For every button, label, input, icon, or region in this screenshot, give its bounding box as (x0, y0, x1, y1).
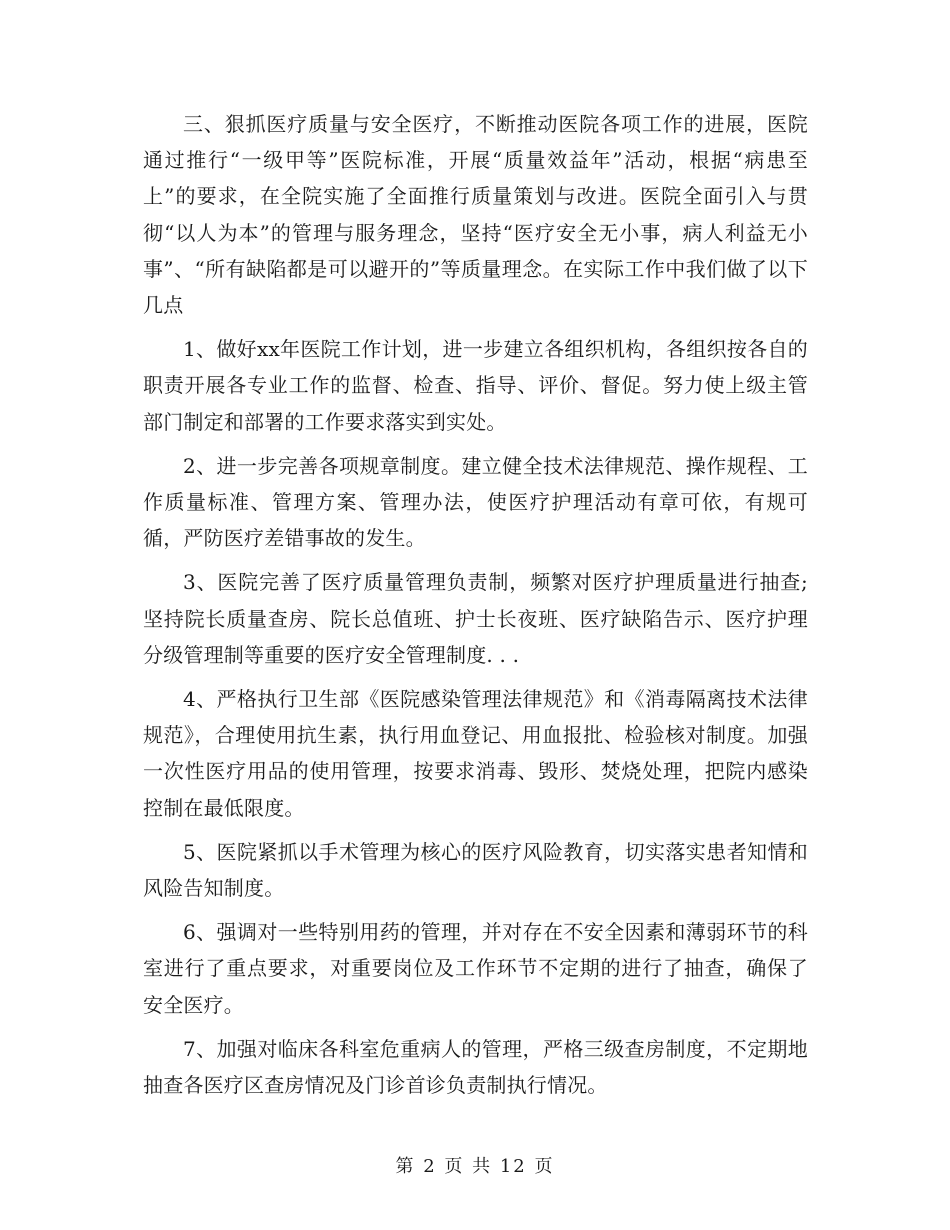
document-body (143, 106, 808, 1111)
paragraph-item-1: 1、做好xx年医院工作计划，进一步建立各组织机构，各组织按各自的职责开展各专业工作的监督、检查、指导、评价、督促。努力使上级主管部门制定和部署的工作要求落实到实处。 (143, 337, 808, 434)
paragraph-item-3: 3、医院完善了医疗质量管理负责制，频繁对医疗护理质量进行抽查;坚持院长质量查房、院长总值班、护士长夜班、医疗缺陷告示、医疗护理分级管理制等重要的医疗安全管理制度. . . (143, 570, 808, 667)
paragraph-item-5: 5、医院紧抓以手术管理为核心的医疗风险教育，切实落实患者知情和风险告知制度。 (143, 839, 808, 901)
paragraph-item-4: 4、严格执行卫生部《医院感染管理法律规范》和《消毒隔离技术法律规范》，合理使用抗生素，执行用血登记、用血报批、检验核对制度。加强一次性医疗用品的使用管理，按要求消毒、毁形、焚烧处理，把院内感染控制在最低限度。 (143, 687, 808, 820)
page-number-footer: 第 2 页 共 12 页 (395, 1156, 555, 1177)
paragraph-item-7: 7、加强对临床各科室危重病人的管理，严格三级查房制度，不定期地抽查各医疗区查房情况及门诊首诊负责制执行情况。 (143, 1036, 808, 1098)
paragraph-section-three: 三、狠抓医疗质量与安全医疗，不断推动医院各项工作的进展，医院通过推行“一级甲等”医院标准，开展“质量效益年”活动，根据“病患至上”的要求，在全院实施了全面推行质量策划与改进。医院全面引入与贯彻“以人为本”的管理与服务理念，坚持“医疗安全无小事，病人利益无小事”、“所有缺陷都是可以避开的”等质量理念。在实际工作中我们做了以下几点 (143, 112, 808, 318)
paragraph-item-2: 2、进一步完善各项规章制度。建立健全技术法律规范、操作规程、工作质量标准、管理方案、管理办法，使医疗护理活动有章可依，有规可循，严防医疗差错事故的发生。 (143, 453, 808, 551)
paragraph-item-6: 6、强调对一些特别用药的管理，并对存在不安全因素和薄弱环节的科室进行了重点要求，对重要岗位及工作环节不定期的进行了抽查，确保了安全医疗。 (143, 920, 808, 1017)
